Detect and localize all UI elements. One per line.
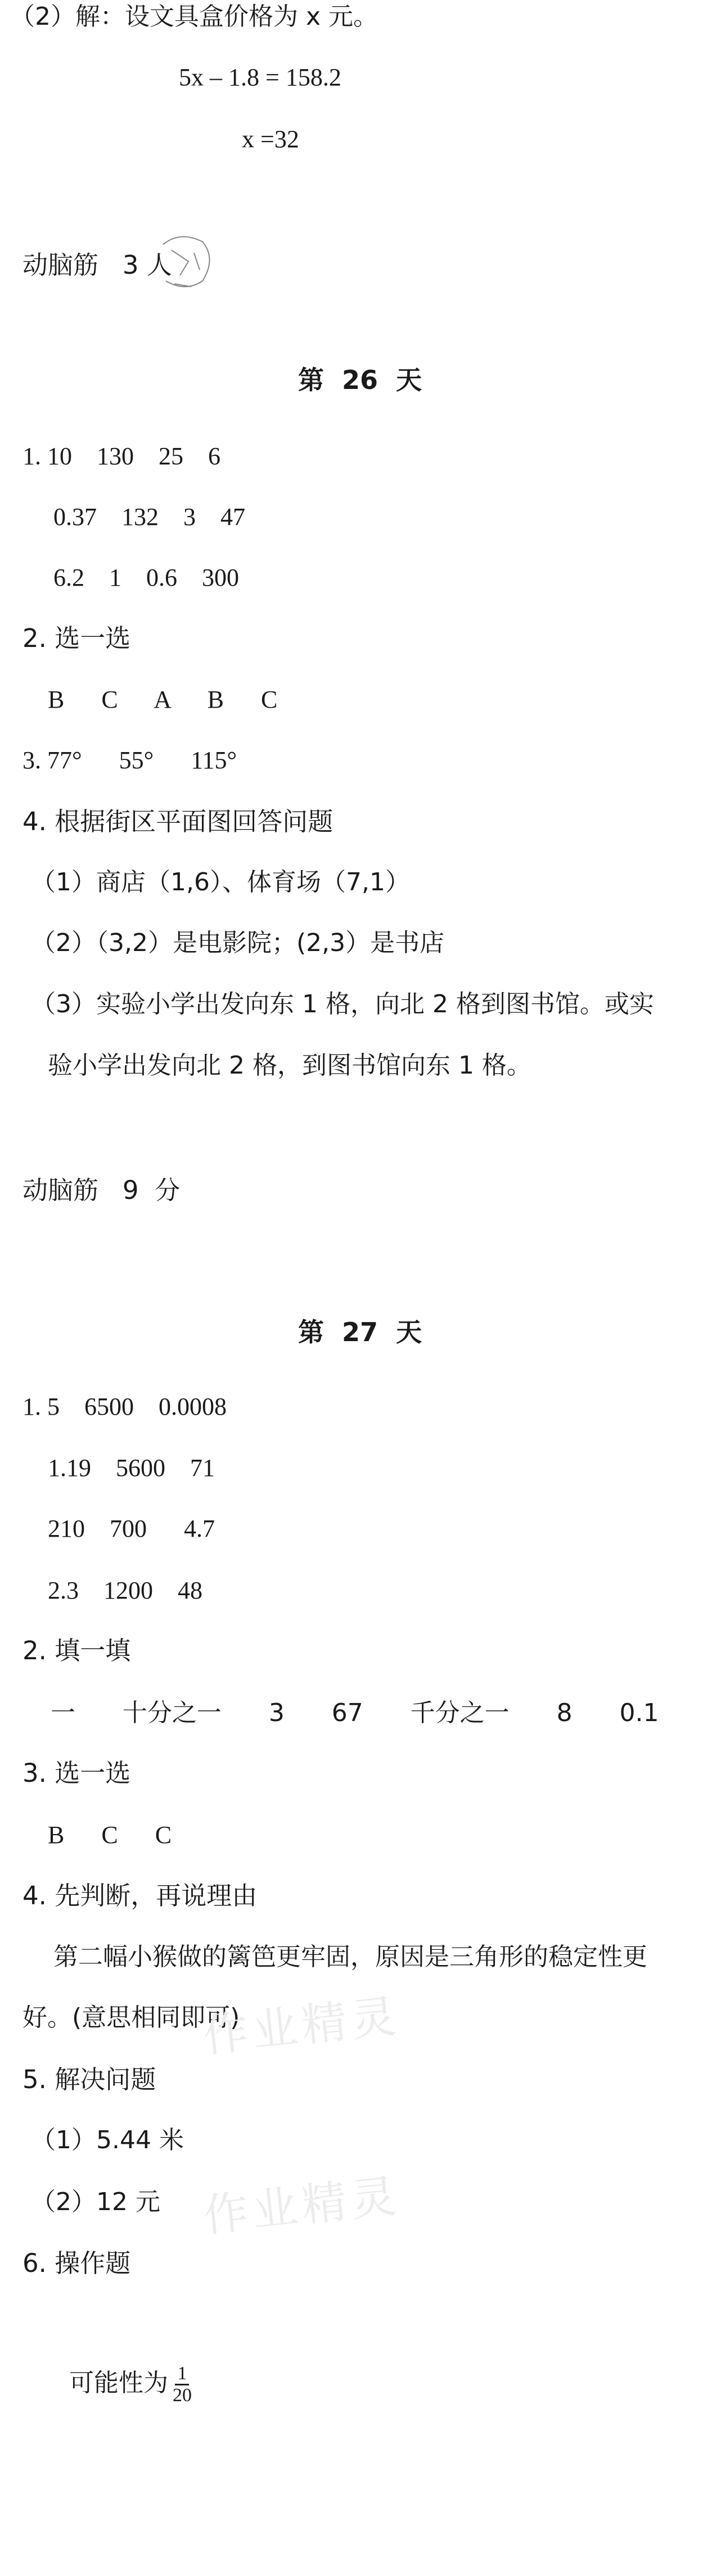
equation-2: x =32 [242,125,299,153]
day27-q4-label: 4. 先判断，再说理由 [22,1881,258,1911]
day27-q6-answer [53,2316,193,2406]
day26-q4-a1: （1）商店（1,6）、体育场（7,1） [31,868,410,897]
part2-intro: （2）解：设文具盒价格为 x 元。 [10,2,378,31]
day27-q5-label: 5. 解决问题 [22,2065,156,2094]
day26-q4-a3-line2: 验小学出发向北 2 格，到图书馆向东 1 格。 [48,1051,531,1080]
day27-q6-prefix: 可能性为 [69,2369,168,2397]
watermark-text-1: 作业精灵 [200,1989,403,2063]
day27-q3-answers: B C C [48,1821,172,1849]
day27-q1-row3: 210 700 4.7 [48,1515,215,1542]
day27-q5-a2: （2）12 元 [31,2188,160,2216]
day26-q2-answers: B C A B C [48,686,278,713]
day27-q4-line2: 好。(意思相同即可) [22,2003,240,2032]
day26-q4-a3-line1: （3）实验小学出发向东 1 格，向北 2 格到图书馆。或实 [31,990,654,1018]
brain-teaser-top: 动脑筋 3 人 [22,250,172,280]
day26-title: 第 26 天 [298,365,422,395]
watermark-text-2: 作业精灵 [200,2169,403,2243]
day26-q2-label: 2. 选一选 [22,623,131,653]
day27-q4-line1: 第二幅小猴做的篱笆更牢固，原因是三角形的稳定性更 [53,1943,647,1971]
day26-q4-a2: （2）（3,2）是电影院；(2,3）是书店 [31,929,445,957]
fraction-numerator: 1 [175,2364,189,2385]
fraction-denominator: 20 [172,2384,192,2406]
day26-q1-row2: 0.37 132 3 47 [53,503,245,531]
day27-q1-row1: 1. 5 6500 0.0008 [22,1393,227,1420]
day26-q4-label: 4. 根据街区平面图回答问题 [22,807,334,836]
day26-q1-row1: 1. 10 130 25 6 [22,442,220,470]
watermark-seal [146,228,219,295]
day27-q5-a1: （1）5.44 米 [31,2126,184,2154]
day27-q1-row2: 1.19 5600 71 [48,1454,215,1482]
day26-q1-row3: 6.2 1 0.6 300 [53,564,239,591]
day27-title: 第 27 天 [298,1317,422,1347]
equation-1: 5x – 1.8 = 158.2 [179,64,341,91]
day27-q2-answers: 一 十分之一 3 67 千分之一 8 0.1 [51,1699,659,1727]
day27-q6-label: 6. 操作题 [22,2248,131,2278]
day27-q2-label: 2. 填一填 [22,1636,131,1665]
day27-q1-row4: 2.3 1200 48 [48,1577,202,1604]
day26-q3: 3. 77° 55° 115° [22,746,237,774]
day26-brain-teaser: 动脑筋 9 分 [22,1175,181,1205]
probability-fraction [172,2364,193,2406]
day27-q3-label: 3. 选一选 [22,1758,131,1788]
